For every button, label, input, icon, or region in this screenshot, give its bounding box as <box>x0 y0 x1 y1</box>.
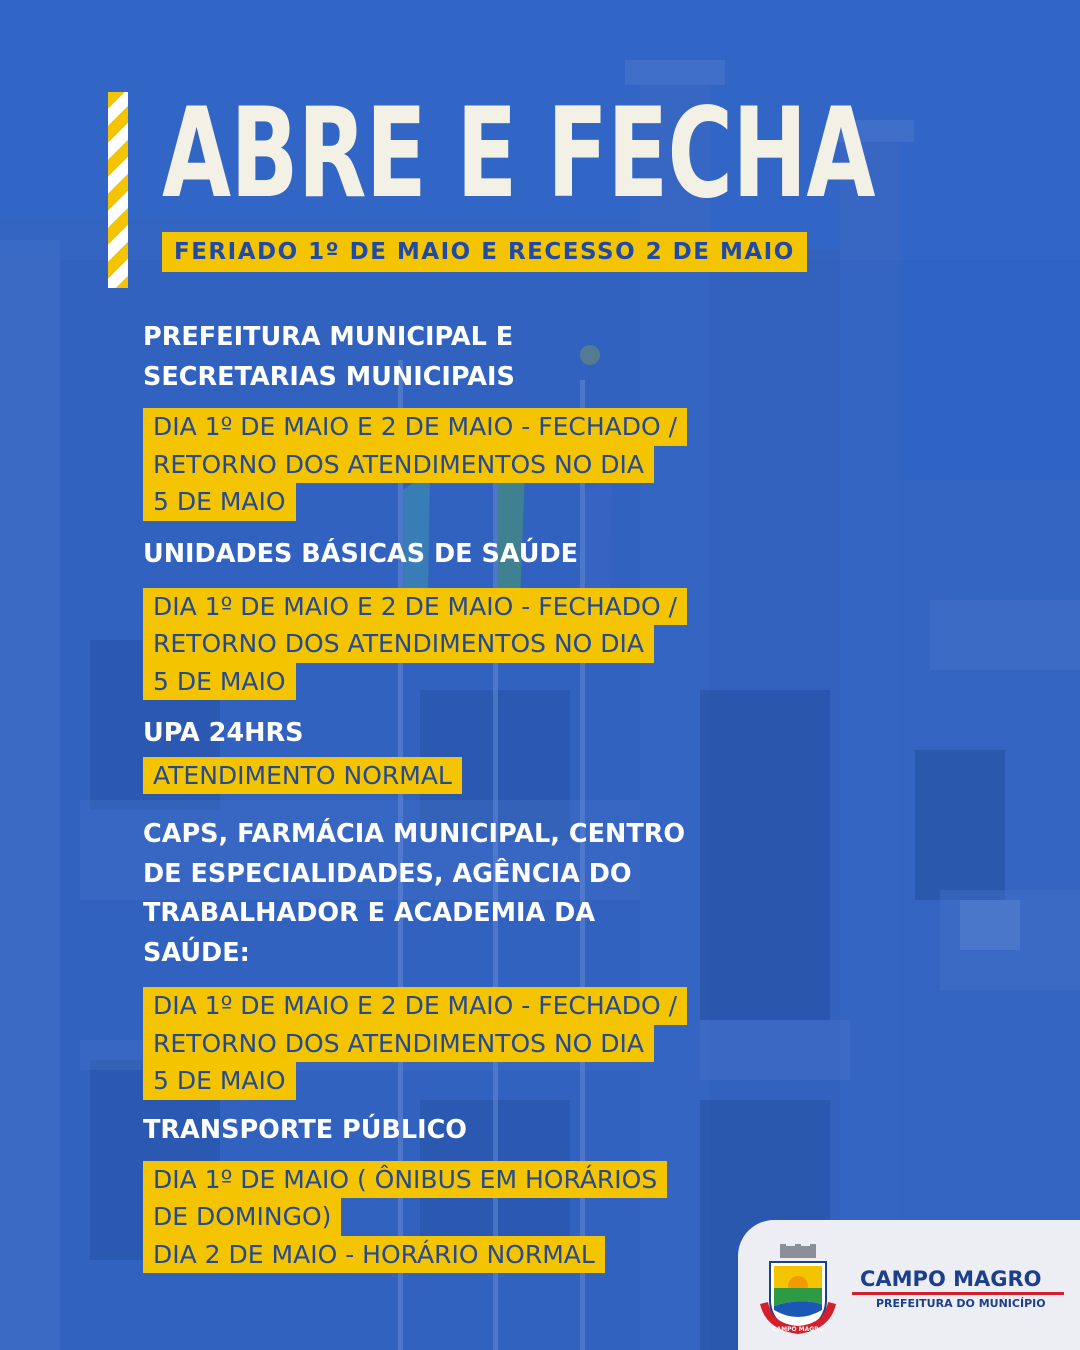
status-line: RETORNO DOS ATENDIMENTOS NO DIA <box>143 446 654 484</box>
brand-subtitle: PREFEITURA DO MUNICÍPIO <box>876 1297 1046 1310</box>
status-line: DE DOMINGO) <box>143 1198 341 1236</box>
section-heading: TRANSPORTE PÚBLICO <box>143 1115 467 1145</box>
status-line: DIA 1º DE MAIO E 2 DE MAIO - FECHADO / <box>143 588 687 626</box>
section-status <box>143 757 783 795</box>
section-transporte <box>143 1111 783 1273</box>
status-line: ATENDIMENTO NORMAL <box>143 757 462 795</box>
section-heading: PREFEITURA MUNICIPAL E SECRETARIAS MUNICIPAIS <box>143 322 515 392</box>
status-line: DIA 1º DE MAIO E 2 DE MAIO - FECHADO / <box>143 408 687 446</box>
status-line: 5 DE MAIO <box>143 1062 296 1100</box>
seal-text: CAMPO MAGRO <box>772 1326 824 1333</box>
section-status <box>143 987 783 1100</box>
section-prefeitura <box>143 318 783 521</box>
status-line: 5 DE MAIO <box>143 483 296 521</box>
section-heading: UNIDADES BÁSICAS DE SAÚDE <box>143 539 579 569</box>
section-status <box>143 588 783 701</box>
section-heading: CAPS, FARMÁCIA MUNICIPAL, CENTRO DE ESPECIALIDADES, AGÊNCIA DO TRABALHADOR E ACADEMIA DA SAÚDE: <box>143 819 686 968</box>
status-line: RETORNO DOS ATENDIMENTOS NO DIA <box>143 625 654 663</box>
section-status <box>143 408 783 521</box>
page-title: ABRE E FECHA <box>162 82 875 226</box>
status-line: DIA 2 DE MAIO - HORÁRIO NORMAL <box>143 1236 605 1274</box>
municipal-seal-icon <box>758 1244 838 1336</box>
section-heading: UPA 24HRS <box>143 718 304 748</box>
section-ubs <box>143 535 783 700</box>
striped-accent-bar <box>108 92 128 288</box>
page-subtitle: FERIADO 1º DE MAIO E RECESSO 2 DE MAIO <box>162 232 807 272</box>
status-line: 5 DE MAIO <box>143 663 296 701</box>
status-line: DIA 1º DE MAIO ( ÔNIBUS EM HORÁRIOS <box>143 1161 667 1199</box>
brand-divider <box>852 1292 1064 1295</box>
section-status <box>143 1161 783 1274</box>
section-upa <box>143 714 783 794</box>
status-line: RETORNO DOS ATENDIMENTOS NO DIA <box>143 1025 654 1063</box>
status-line: DIA 1º DE MAIO E 2 DE MAIO - FECHADO / <box>143 987 687 1025</box>
section-caps <box>143 815 783 1100</box>
brand-name: CAMPO MAGRO <box>860 1267 1042 1291</box>
